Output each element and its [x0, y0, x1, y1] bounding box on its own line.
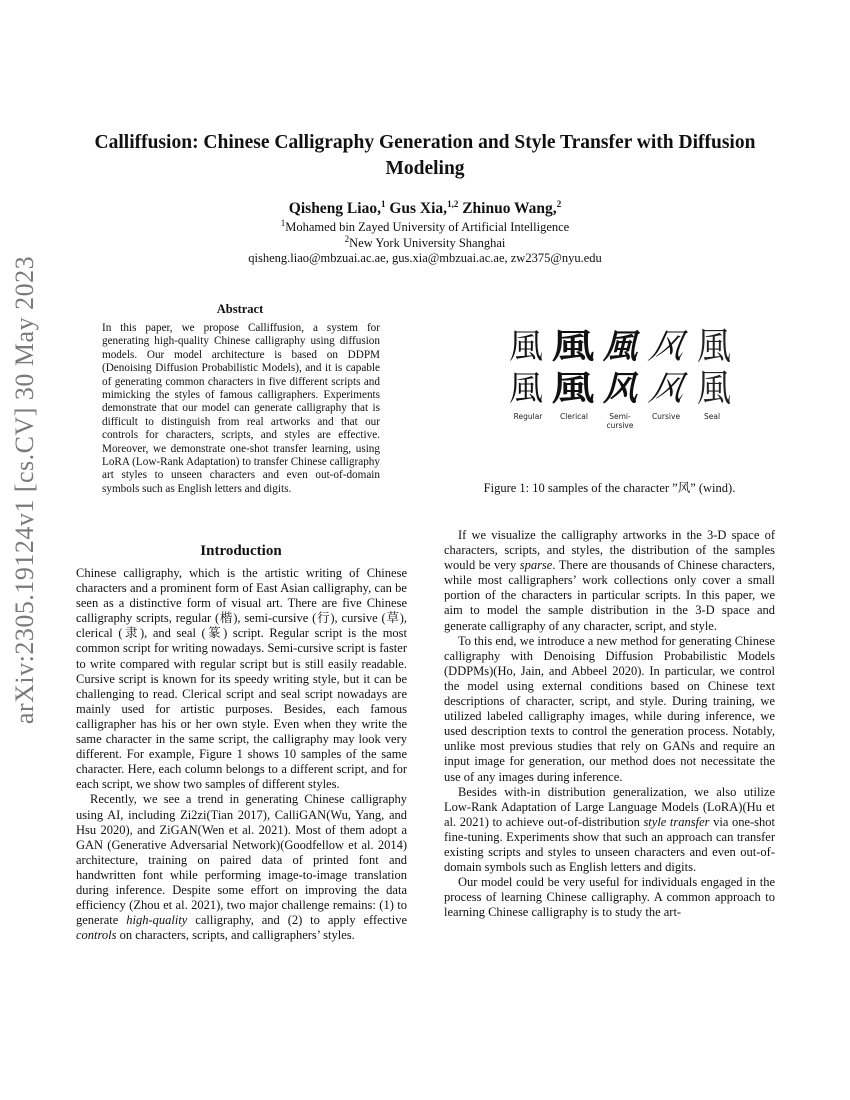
paragraph-text: . There are thousands of Chinese characters, while most calligraphers’ work collections only cover a small portion of the characters in particular scripts. In this paper, we aim to model the sample distribution in the 3-D space and generate calligraphy of any character, script, and style. — [444, 558, 775, 633]
paper-title: Calliffusion: Chinese Calligraphy Generation and Style Transfer with Diffusion Modeling — [94, 132, 756, 179]
paragraph — [444, 528, 775, 634]
glyph-regular-2: 風 — [509, 369, 543, 409]
right-column-body — [444, 528, 775, 920]
emphasis-text: controls — [76, 928, 117, 943]
glyph-semi-cursive-1: 風 — [603, 327, 637, 367]
paragraph-text: on characters, scripts, and calligraphers’ styles. — [116, 928, 355, 943]
affiliation-marker: 1 — [280, 218, 286, 228]
paragraph: To this end, we introduce a new method for generating Chinese calligraphy with Denoising Diffusion Probabilistic Models (DDPMs)(Ho, Jain, and Abbeel 2020). In particular, we control the model using external conditions based on Chinese text descriptions of character, script, and style. During training, we utilized labeled calligraphy images, while during inference, we used description texts to control the generation process. Notably, unlike most previous studies that rely on GANs and require an input image for generation, our method does not necessitate the use of any images during inference. — [444, 633, 775, 784]
glyph-clerical-2: 風 — [551, 369, 595, 409]
figure-row-bottom — [505, 367, 735, 411]
paragraph-text: Besides with-in distribution generalization, we also utilize Low-Rank Adaptation of Large Language Models (LoRA)(Hu et al. 2021) to achieve out-of-distribution — [444, 784, 775, 829]
left-column-body — [76, 566, 407, 943]
affiliation-marker: 2 — [344, 234, 350, 244]
paragraph-text: If we visualize the calligraphy artworks in the 3-D space of characters, scripts, and styles, the distribution of the samples would be very — [444, 528, 775, 573]
emphasis-text: sparse — [519, 558, 553, 573]
paragraph: Our model could be very useful for individuals engaged in the process of learning Chinese calligraphy. A common approach to learning Chinese calligraphy is to study the art- — [444, 875, 775, 920]
paragraph: Chinese calligraphy, which is the artistic writing of Chinese characters and a prominent form of East Asian calligraphy, can be seen as a distinctive form of visual art. There are five Chinese calligraphy scripts, regular (楷), semi-cursive (行), cursive (草), clerical (隶), and seal (篆) script. Regular script is the most common script for writing nowadays. Semi-cursive script is faster to write compared with regular script but is still easily readable. Cursive script is known for its speedy writing style, but it can be challenging to read. Clerical script and seal script nowadays are mainly used for artistic purposes. Besides, each famous calligrapher has his or her own style. Even when they write the same character in the same script, the calligraphy may look very different. For example, Figure 1 shows 10 samples of the same character. Here, each column belongs to a different script, and for each script, we show two samples of different styles. — [76, 566, 407, 792]
author-name: Qisheng Liao, — [288, 200, 381, 218]
glyph-cursive-2: 风 — [645, 369, 689, 409]
script-label: Seal — [703, 412, 721, 421]
affiliation — [60, 218, 790, 235]
script-label: Regular — [513, 412, 543, 421]
paragraph — [444, 785, 775, 876]
affiliation-text: Mohamed bin Zayed University of Artificial Intelligence — [285, 220, 570, 235]
author-emails: qisheng.liao@mbzuai.ac.ae, gus.xia@mbzuai.ac.ae, zw2375@nyu.edu — [248, 251, 602, 265]
affiliation-text: New York University Shanghai — [349, 236, 506, 251]
author-name: Gus Xia, — [389, 200, 448, 218]
glyph-cursive-1: 风 — [645, 327, 689, 367]
paragraph-text: Recently, we see a trend in generating Chinese calligraphy using AI, including Zi2zi(Tian 2017), CalliGAN(Wu, Yang, and Hsu 2020), and ZiGAN(Wen et al. 2021). Most of them adopt a GAN (Generative Adversarial Network)(Goodfellow et al. 2014) architecture, training on paired data of printed font and handwritten font while performing image-to-image translation during inference. Despite some effort on improving the data efficiency (Zhou et al. 2021), two major challenge remains: (1) to generate — [76, 792, 407, 928]
emphasis-text: high-quality — [126, 913, 188, 928]
glyph-seal-2: 風 — [697, 367, 731, 411]
paragraph — [76, 792, 407, 943]
affiliation — [60, 234, 790, 251]
arxiv-identifier-text: arXiv:2305.19124v1 [cs.CV] 30 May 2023 — [10, 255, 39, 725]
introduction-heading: Introduction — [200, 543, 282, 559]
script-label: Semi-cursive — [606, 412, 634, 430]
figure-row-top — [505, 325, 735, 369]
abstract-heading: Abstract — [216, 302, 264, 316]
figure-1-caption: Figure 1: 10 samples of the character ”风” (wind). — [483, 481, 736, 495]
figure-1-calligraphy-samples — [505, 326, 735, 436]
author-affil-marker: 1,2 — [447, 199, 459, 209]
glyph-semi-cursive-2: 风 — [603, 369, 637, 409]
paragraph-text: via one-shot fine-tuning. Experiments show that such an approach can transfer existing scripts and styles to unseen characters and even out-of-domain symbols such as English letters and digits. — [444, 814, 775, 875]
figure-script-labels — [505, 412, 735, 430]
script-label: Cursive — [651, 412, 681, 421]
author-list — [60, 199, 790, 218]
abstract-body: In this paper, we propose Calliffusion, a system for generating high-quality Chinese calligraphy using diffusion models. Our model architecture is based on DDPM (Denoising Diffusion Probabilistic Models), and it is capable of generating common characters in five different scripts and mimicking the styles of famous calligraphers. Experiments demonstrate that our model can generate calligraphy that is difficult to distinguish from real artworks and that our controls for characters, scripts, and styles are effective. Moreover, we demonstrate one-shot transfer learning, using LoRA (Low-Rank Adaptation) to transfer Chinese calligraphy art styles to unseen characters and even out-of-domain symbols such as English letters and digits. — [102, 322, 380, 495]
glyph-clerical-1: 風 — [551, 327, 595, 367]
glyph-regular-1: 風 — [509, 327, 543, 367]
author-name: Zhinuo Wang, — [462, 200, 557, 218]
emphasis-text: style transfer — [643, 814, 710, 829]
glyph-seal-1: 風 — [697, 325, 731, 369]
paragraph-text: calligraphy, and (2) to apply effective — [187, 913, 407, 928]
author-affil-marker: 2 — [556, 199, 562, 209]
script-label: Clerical — [560, 412, 588, 421]
arxiv-identifier — [4, 255, 46, 725]
author-affil-marker: 1 — [380, 199, 386, 209]
